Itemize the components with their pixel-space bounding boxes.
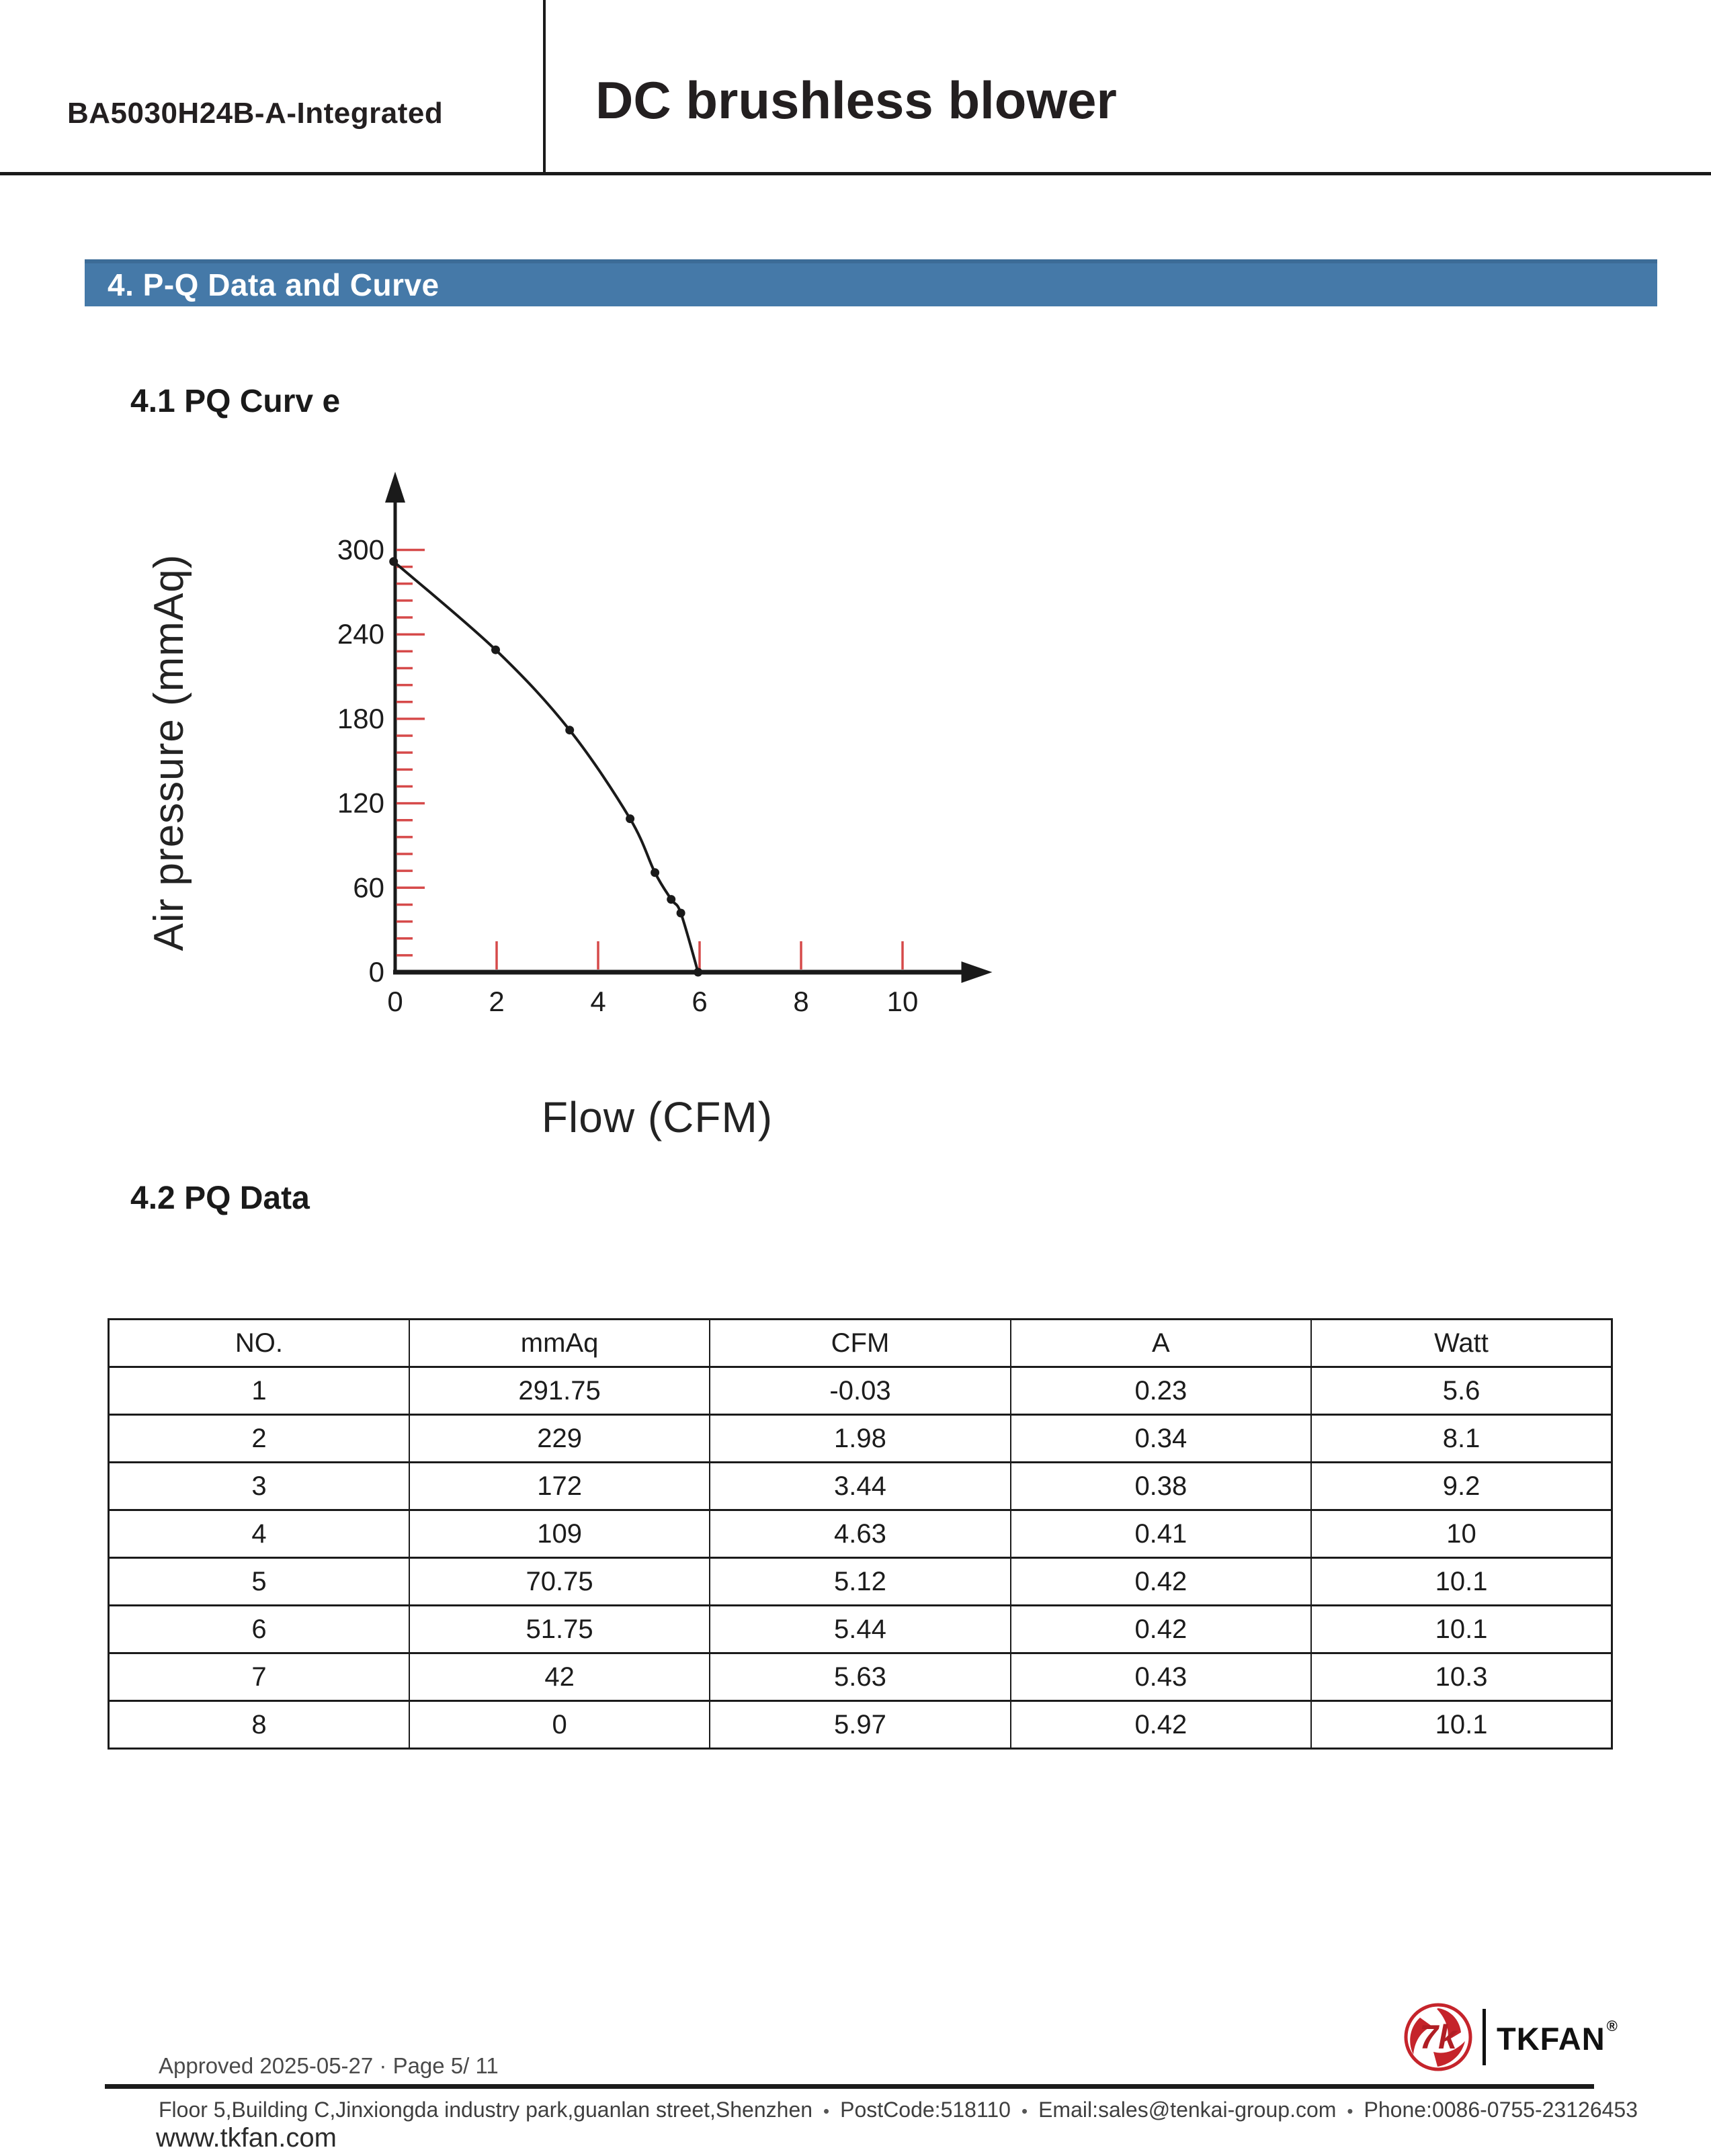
tkfan-logo-icon — [1403, 2002, 1473, 2072]
subsection-title-curve: 4.1 PQ Curv e — [130, 384, 341, 419]
bullet-separator: • — [1347, 2101, 1353, 2121]
page-title: DC brushless blower — [595, 71, 1117, 130]
table-cell: 51.75 — [409, 1606, 710, 1653]
email-text: Email:sales@tenkai-group.com — [1038, 2098, 1337, 2122]
table-cell: 70.75 — [409, 1558, 710, 1606]
table-cell: 8 — [109, 1701, 409, 1749]
address-text: Floor 5,Building C,Jinxiongda industry park,guanlan street,Shenzhen — [159, 2098, 813, 2122]
table-cell: 4.63 — [710, 1510, 1010, 1558]
table-header-cell: Watt — [1311, 1320, 1612, 1367]
footer-address — [159, 2098, 1637, 2122]
table-cell: 0.38 — [1011, 1463, 1311, 1510]
table-row — [109, 1701, 1612, 1749]
y-tick-label: 180 — [337, 702, 384, 734]
x-tick-label: 8 — [793, 986, 809, 1017]
table-cell: 229 — [409, 1415, 710, 1463]
table-cell: 0 — [409, 1701, 710, 1749]
y-tick-label: 0 — [368, 956, 384, 988]
brand-logo — [1403, 2002, 1618, 2072]
table-cell: 0.23 — [1011, 1367, 1311, 1415]
table-cell: 0.42 — [1011, 1558, 1311, 1606]
table-cell: 0.42 — [1011, 1606, 1311, 1653]
footer-rule — [105, 2084, 1594, 2089]
table-cell: 5.63 — [710, 1653, 1010, 1701]
header-rule — [0, 172, 1711, 175]
pq-table-body — [109, 1367, 1612, 1749]
table-cell: 9.2 — [1311, 1463, 1612, 1510]
data-point — [651, 868, 659, 877]
y-tick-label: 60 — [353, 871, 384, 904]
table-cell: 8.1 — [1311, 1415, 1612, 1463]
table-cell: 0.41 — [1011, 1510, 1311, 1558]
y-axis-title: Air pressure (mmAq) — [146, 554, 192, 951]
subsection-title-data: 4.2 PQ Data — [130, 1180, 310, 1216]
registered-mark: ® — [1606, 2017, 1618, 2034]
x-tick-label: 10 — [886, 986, 919, 1017]
table-cell: 5 — [109, 1558, 409, 1606]
table-row — [109, 1558, 1612, 1606]
x-axis-title: Flow (CFM) — [541, 1093, 774, 1141]
table-header-cell: mmAq — [409, 1320, 710, 1367]
brand-text: TKFAN — [1497, 2020, 1605, 2057]
table-cell: 6 — [109, 1606, 409, 1653]
table-cell: 0.42 — [1011, 1701, 1311, 1749]
pq-table — [108, 1318, 1613, 1750]
svg-text:7k: 7k — [1419, 2018, 1457, 2056]
table-cell: 0.34 — [1011, 1415, 1311, 1463]
x-tick-label: 2 — [489, 986, 505, 1017]
table-cell: 10.3 — [1311, 1653, 1612, 1701]
section-title: 4. P-Q Data and Curve — [108, 267, 440, 302]
y-axis-arrow — [385, 472, 405, 503]
table-cell: 5.6 — [1311, 1367, 1612, 1415]
table-cell: 0.43 — [1011, 1653, 1311, 1701]
bullet-separator: • — [823, 2101, 830, 2121]
table-cell: 2 — [109, 1415, 409, 1463]
table-cell: 10.1 — [1311, 1558, 1612, 1606]
model-number: BA5030H24B-A-Integrated — [67, 97, 444, 130]
table-cell: 4 — [109, 1510, 409, 1558]
table-cell: 10 — [1311, 1510, 1612, 1558]
data-point — [667, 895, 675, 904]
table-cell: 1.98 — [710, 1415, 1010, 1463]
table-row — [109, 1653, 1612, 1701]
table-row — [109, 1510, 1612, 1558]
table-header-row — [109, 1320, 1612, 1367]
x-tick-label: 0 — [387, 986, 403, 1017]
data-point — [677, 909, 685, 918]
pq-curve — [394, 562, 698, 972]
footer-website: www.tkfan.com — [156, 2123, 337, 2153]
table-cell: 5.97 — [710, 1701, 1010, 1749]
y-tick-label: 300 — [337, 533, 384, 566]
bullet-separator: • — [1021, 2101, 1028, 2121]
data-point — [565, 726, 574, 734]
table-cell: -0.03 — [710, 1367, 1010, 1415]
pq-chart — [121, 464, 995, 1055]
brand-divider-bar — [1483, 2009, 1486, 2065]
pq-table-head — [109, 1320, 1612, 1367]
header-divider — [543, 0, 546, 172]
data-point — [491, 646, 500, 654]
table-row — [109, 1463, 1612, 1510]
data-point — [694, 968, 702, 977]
x-tick-label: 4 — [590, 986, 606, 1017]
table-cell: 10.1 — [1311, 1606, 1612, 1653]
table-cell: 109 — [409, 1510, 710, 1558]
x-tick-label: 6 — [692, 986, 708, 1017]
x-axis-arrow — [962, 961, 993, 983]
table-row — [109, 1606, 1612, 1653]
table-cell: 172 — [409, 1463, 710, 1510]
brand-name — [1497, 2018, 1618, 2057]
y-tick-label: 240 — [337, 618, 384, 650]
table-row — [109, 1367, 1612, 1415]
table-cell: 5.12 — [710, 1558, 1010, 1606]
table-cell: 42 — [409, 1653, 710, 1701]
y-tick-label: 120 — [337, 787, 384, 819]
table-header-cell: NO. — [109, 1320, 409, 1367]
table-cell: 5.44 — [710, 1606, 1010, 1653]
postcode-text: PostCode:518110 — [840, 2098, 1011, 2122]
table-cell: 291.75 — [409, 1367, 710, 1415]
table-cell: 3.44 — [710, 1463, 1010, 1510]
table-cell: 3 — [109, 1463, 409, 1510]
section-bar — [85, 259, 1657, 306]
table-header-cell: A — [1011, 1320, 1311, 1367]
table-cell: 10.1 — [1311, 1701, 1612, 1749]
table-row — [109, 1415, 1612, 1463]
table-cell: 1 — [109, 1367, 409, 1415]
data-point — [389, 557, 398, 566]
table-header-cell: CFM — [710, 1320, 1010, 1367]
phone-text: Phone:0086-0755-23126453 — [1364, 2098, 1638, 2122]
table-cell: 7 — [109, 1653, 409, 1701]
footer-approved: Approved 2025-05-27 · Page 5/ 11 — [159, 2053, 499, 2078]
data-point — [626, 814, 634, 823]
